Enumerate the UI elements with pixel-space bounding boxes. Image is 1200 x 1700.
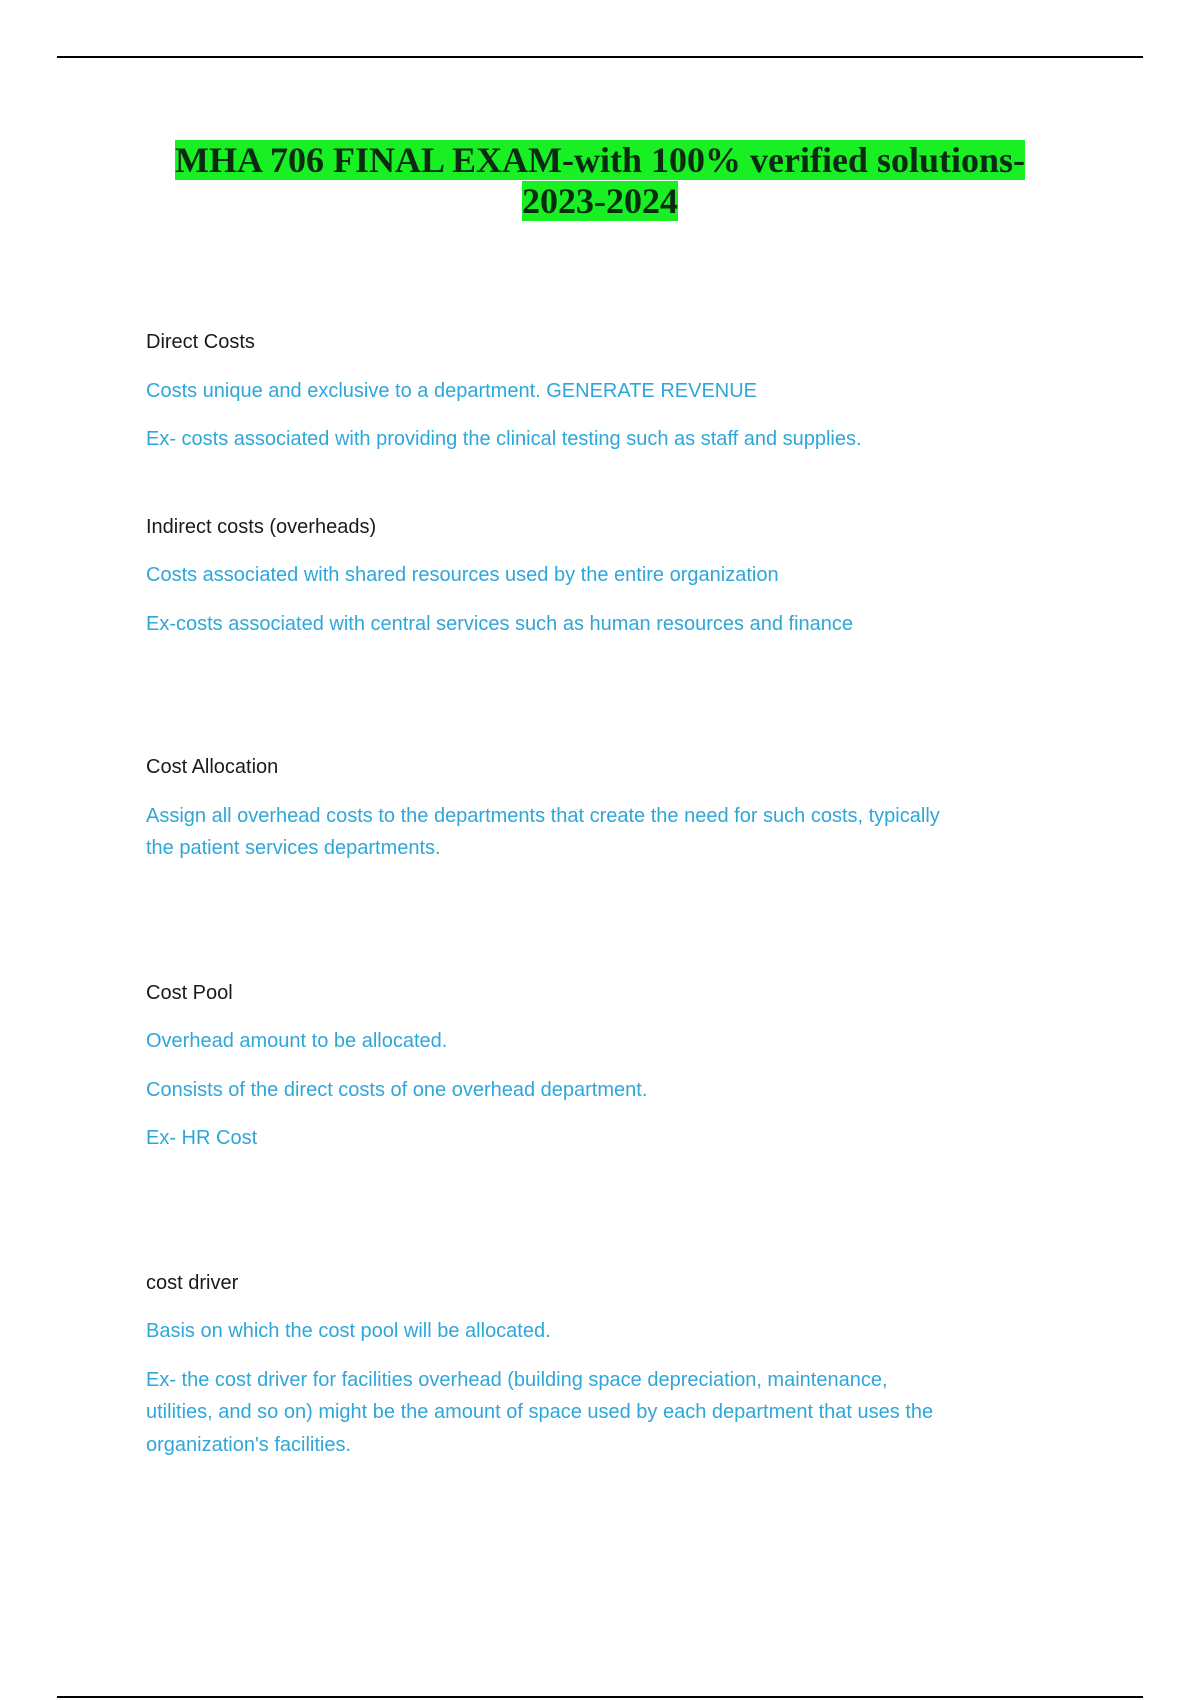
definition-line: utilities, and so on) might be the amount of space used by each department that uses the [146, 1401, 934, 1423]
page-title [0, 140, 1200, 222]
definition-line: Assign all overhead costs to the departments that create the need for such costs, typically [146, 804, 940, 827]
definition-line: Consists of the direct costs of one overhead department. [146, 1078, 648, 1101]
term-cost-pool: Cost Pool [146, 981, 233, 1004]
definition-line: Ex-costs associated with central services such as human resources and finance [146, 612, 854, 635]
definition-direct-costs-1 [146, 375, 1046, 408]
definition-line: Ex- HR Cost [146, 1127, 258, 1149]
bottom-rule [57, 1696, 1143, 1698]
definition-line: Costs associated with shared resources used by the entire organization [146, 564, 779, 586]
definition-line: Costs unique and exclusive to a department. GENERATE REVENUE [146, 379, 758, 402]
term-cost-allocation: Cost Allocation [146, 756, 279, 778]
term-indirect-costs: Indirect costs (overheads) [146, 515, 377, 538]
definition-indirect-costs-2 [146, 608, 1046, 641]
term-cost-driver: cost driver [146, 1271, 239, 1294]
definition-cost-pool-2 [146, 1074, 1046, 1107]
definition-cost-driver-2 [146, 1364, 1046, 1462]
page-title-line-1: MHA 706 FINAL EXAM-with 100% verified solutions- [175, 140, 1025, 180]
document-body [146, 326, 1046, 1461]
definition-cost-allocation-1 [146, 800, 1046, 865]
definition-line: Ex- costs associated with providing the clinical testing such as staff and supplies. [146, 428, 862, 450]
definition-line: Basis on which the cost pool will be allocated. [146, 1320, 551, 1342]
definition-line: the patient services departments. [146, 837, 441, 859]
definition-line: organization's facilities. [146, 1433, 352, 1456]
definition-cost-pool-3 [146, 1122, 1046, 1155]
definition-direct-costs-2 [146, 423, 1046, 456]
definition-indirect-costs-1 [146, 559, 1046, 592]
definition-cost-driver-1 [146, 1315, 1046, 1348]
definition-line: Overhead amount to be allocated. [146, 1030, 448, 1052]
page-title-line-2: 2023-2024 [522, 181, 678, 221]
definition-line: Ex- the cost driver for facilities overhead (building space depreciation, maintenance, [146, 1368, 888, 1391]
definition-cost-pool-1 [146, 1025, 1046, 1058]
top-rule [57, 56, 1143, 58]
term-direct-costs: Direct Costs [146, 331, 255, 353]
